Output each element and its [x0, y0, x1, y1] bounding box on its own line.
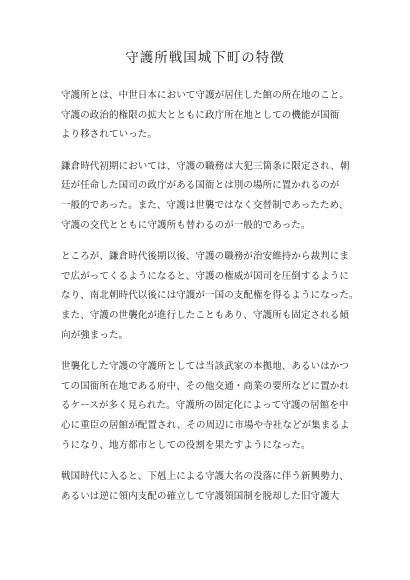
- text-line: 向が強まった。: [61, 329, 129, 341]
- paragraph-sengoku: [61, 467, 365, 506]
- text-line: ての国衙所在地である府中、その他交通・商業の要所などに置かれ: [61, 380, 350, 392]
- text-line: るケースが多く見られた。守護所の固定化によって守護の居館を中: [61, 400, 349, 412]
- text-line: 守護の交代とともに守護所も替わるのが一般的であった。: [61, 219, 311, 231]
- document-body: [61, 86, 365, 518]
- text-line: で広がってくるようになると、守護の権威が国司を圧倒するように: [61, 270, 350, 282]
- text-line: 守護の政治的権限の拡大とともに政庁所在地としての機能が国衙: [61, 109, 340, 121]
- text-line: あるいは逆に領内支配の確立して守護領国制を脱却した旧守護大: [61, 490, 340, 502]
- text-line: 心に重臣の居館が配置され、その周辺に市場や寺社などが集まるよ: [61, 419, 350, 431]
- text-line: なり、南北朝時代以後には守護が一国の支配権を得るようになった。: [61, 290, 359, 302]
- text-line: 一般的であった。また、守護は世襲ではなく交替制であったため、: [61, 199, 349, 211]
- text-line: また、守護の世襲化が進行したこともあり、守護所も固定される傾: [61, 309, 350, 321]
- text-line: 守護所とは、中世日本において守護が居住した館の所在地のこと。: [61, 90, 350, 101]
- page-title: 守護所戦国城下町の特徴: [125, 50, 285, 66]
- text-line: うになり、地方都市としての役割を果たすようになった。: [61, 439, 311, 451]
- text-line: 廷が任命した国司の政庁がある国衙とは別の場所に置かれるのが: [61, 180, 340, 192]
- paragraph-hereditary: [61, 357, 365, 455]
- text-line: より移されていった。: [61, 129, 158, 141]
- text-line: 戦国時代に入ると、下剋上による守護大名の没落に伴う新興勢力、: [61, 471, 350, 483]
- text-line: 世襲化した守護の守護所としては当該武家の本拠地、あるいはかつ: [61, 361, 350, 373]
- paragraph-kamakura-late: [61, 247, 365, 345]
- text-line: 鎌倉時代初期においては、守護の職務は大犯三箇条に限定され、朝: [61, 160, 350, 172]
- paragraph-definition: [61, 86, 365, 145]
- text-line: ところが、鎌倉時代後期以後、守護の職務が治安維持から裁判にま: [61, 251, 350, 263]
- paragraph-kamakura-early: [61, 157, 365, 235]
